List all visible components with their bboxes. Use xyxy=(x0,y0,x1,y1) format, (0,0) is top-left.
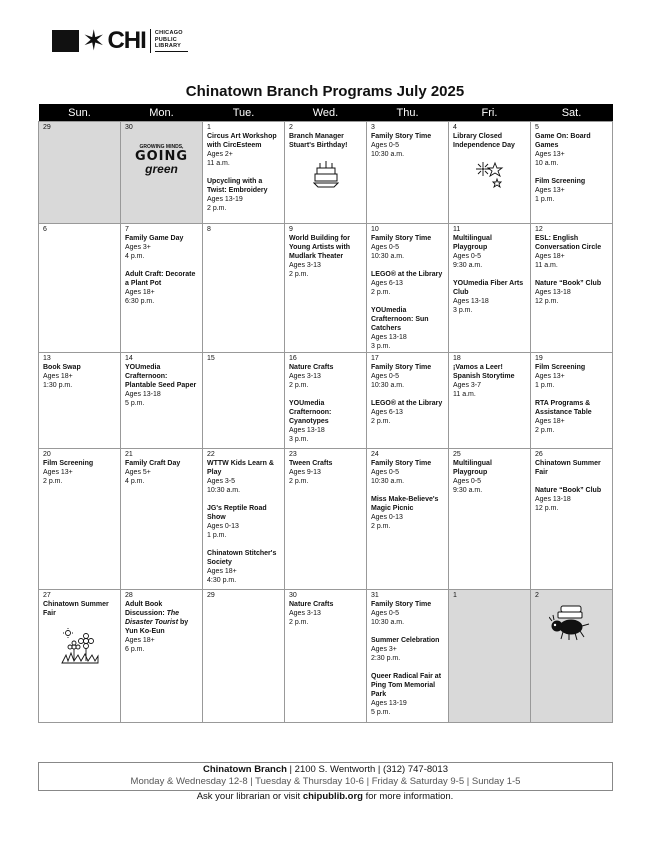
bug-with-books-icon xyxy=(535,604,608,642)
day-number: 27 xyxy=(43,592,51,599)
event: ESL: English Conversation Circle Ages 18+ 11 a.m. xyxy=(535,235,602,269)
week-row xyxy=(39,224,613,353)
event: YOUmedia Fiber Arts Club Ages 13-18 3 p.m. xyxy=(453,280,524,314)
event: Multilingual Playgroup Ages 0-5 9:30 a.m. xyxy=(453,235,492,269)
logo-divider xyxy=(150,29,151,53)
event: Circus Art Workshop with CircEsteem Ages 2+ 11 a.m. xyxy=(207,133,277,167)
event: Nature Crafts Ages 3-13 2 p.m. xyxy=(289,364,334,389)
day-cell xyxy=(367,122,449,224)
branch-info-box xyxy=(38,762,613,791)
day-cell xyxy=(203,449,285,590)
weekday-thu: Thu. xyxy=(367,104,449,122)
day-number: 26 xyxy=(535,451,543,458)
day-cell xyxy=(531,449,613,590)
event: Upcycling with a Twist: Embroidery Ages 13-19 2 p.m. xyxy=(207,178,268,212)
day-number: 29 xyxy=(43,124,51,131)
day-number: 5 xyxy=(535,124,539,131)
day-cell xyxy=(531,353,613,449)
event: Adult Craft: Decorate a Plant Pot Ages 18+ 6:30 p.m. xyxy=(125,271,196,305)
day-number: 11 xyxy=(453,226,461,233)
logo-wordmark: CHICAGO PUBLIC LIBRARY xyxy=(155,30,188,52)
week-row xyxy=(39,122,613,224)
day-cell xyxy=(285,590,367,723)
day-number: 6 xyxy=(43,226,47,233)
event: LEGO® at the Library Ages 6-13 2 p.m. xyxy=(371,400,443,425)
event: Library Closed Independence Day xyxy=(453,133,515,149)
flowers-sun-icon xyxy=(43,627,116,665)
weekday-tue: Tue. xyxy=(203,104,285,122)
event: Family Story Time Ages 0-5 10:30 a.m. xyxy=(371,235,432,260)
day-number: 29 xyxy=(207,592,215,599)
event: Chinatown Stitcher's Society Ages 18+ 4:30 p.m. xyxy=(207,550,277,584)
website-link[interactable]: chipublib.org xyxy=(302,791,363,802)
event: Nature Crafts Ages 3-13 2 p.m. xyxy=(289,601,334,626)
day-number: 15 xyxy=(207,355,215,362)
page-title: Chinatown Branch Programs July 2025 xyxy=(185,83,465,100)
event: Family Story Time Ages 0-5 10:30 a.m. xyxy=(371,601,432,626)
event: Family Story Time Ages 0-5 10:30 a.m. xyxy=(371,364,432,389)
weekday-header-row xyxy=(39,104,613,122)
event: Nature “Book” Club Ages 13-18 12 p.m. xyxy=(535,280,602,305)
calendar-grid xyxy=(38,104,613,723)
day-cell xyxy=(367,449,449,590)
day-number: 14 xyxy=(125,355,133,362)
event: Film Screening Ages 13+ 1 p.m. xyxy=(535,178,586,203)
day-cell xyxy=(121,590,203,723)
day-number: 2 xyxy=(535,592,539,599)
event: Film Screening Ages 13+ 2 p.m. xyxy=(43,460,94,485)
event: Tween Crafts Ages 9-13 2 p.m. xyxy=(289,460,333,485)
event: Family Story Time Ages 0-5 10:30 a.m. xyxy=(371,133,432,158)
day-cell xyxy=(367,590,449,723)
day-number: 9 xyxy=(289,226,293,233)
event: Family Craft Day Ages 5+ 4 p.m. xyxy=(125,460,181,485)
day-number: 21 xyxy=(125,451,133,458)
day-cell xyxy=(121,122,203,224)
logo-chi: CHI xyxy=(107,27,146,54)
growing-minds-going-green-logo: GROWING MINDS, GOING green xyxy=(134,144,189,176)
event: Game On: Board Games Ages 13+ 10 a.m. xyxy=(535,133,591,167)
event: Chinatown Summer Fair xyxy=(535,460,601,476)
day-cell xyxy=(39,353,121,449)
day-cell xyxy=(121,224,203,353)
event: Miss Make-Believe's Magic Picnic Ages 0-13 2 p.m. xyxy=(371,496,439,530)
day-number: 13 xyxy=(43,355,51,362)
day-number: 10 xyxy=(371,226,379,233)
event: LEGO® at the Library Ages 6-13 2 p.m. xyxy=(371,271,443,296)
day-cell xyxy=(449,353,531,449)
branch-address: | 2100 S. Wentworth | (312) 747-8013 xyxy=(286,764,448,775)
event: YOUmedia Crafternoon: Sun Catchers Ages 13-18 3 p.m. xyxy=(371,307,429,350)
event: Film Screening Ages 13+ 1 p.m. xyxy=(535,364,586,389)
event: JG's Reptile Road Show Ages 0-13 1 p.m. xyxy=(207,505,267,539)
week-row xyxy=(39,449,613,590)
weekday-wed: Wed. xyxy=(285,104,367,122)
branch-name: Chinatown Branch xyxy=(203,764,287,775)
day-number: 20 xyxy=(43,451,51,458)
logo-square-icon xyxy=(52,30,79,52)
chicago-public-library-logo xyxy=(52,25,188,56)
day-number: 1 xyxy=(453,592,457,599)
day-cell xyxy=(531,590,613,723)
day-number: 31 xyxy=(371,592,379,599)
day-number: 28 xyxy=(125,592,133,599)
event: ¡Vamos a Leer! Spanish Storytime Ages 3-7 11 a.m. xyxy=(453,364,515,398)
day-cell xyxy=(203,353,285,449)
day-number: 4 xyxy=(453,124,457,131)
day-number: 16 xyxy=(289,355,297,362)
day-cell xyxy=(39,590,121,723)
logo-star-icon: ✶ xyxy=(82,25,106,56)
day-number: 23 xyxy=(289,451,297,458)
weekday-sat: Sat. xyxy=(531,104,613,122)
event: Chinatown Summer Fair xyxy=(43,601,109,617)
day-number: 19 xyxy=(535,355,543,362)
day-cell xyxy=(39,122,121,224)
day-cell xyxy=(203,590,285,723)
day-number: 1 xyxy=(207,124,211,131)
event: World Building for Young Artists with Mudlark Theater Ages 3-13 2 p.m. xyxy=(289,235,351,278)
day-cell xyxy=(39,449,121,590)
day-number: 30 xyxy=(125,124,133,131)
day-cell xyxy=(39,224,121,353)
day-cell xyxy=(531,224,613,353)
event: YOUmedia Crafternoon: Cyanotypes Ages 13-18 3 p.m. xyxy=(289,400,332,443)
event: Summer Celebration Ages 3+ 2:30 p.m. xyxy=(371,637,440,662)
day-cell xyxy=(121,449,203,590)
event: Family Story Time Ages 0-5 10:30 a.m. xyxy=(371,460,432,485)
day-number: 2 xyxy=(289,124,293,131)
event: RTA Programs & Assistance Table Ages 18+ 2 p.m. xyxy=(535,400,592,434)
day-number: 24 xyxy=(371,451,379,458)
day-cell xyxy=(449,224,531,353)
day-number: 12 xyxy=(535,226,543,233)
day-cell xyxy=(531,122,613,224)
day-number: 22 xyxy=(207,451,215,458)
weekday-mon: Mon. xyxy=(121,104,203,122)
day-cell xyxy=(285,449,367,590)
weekday-fri: Fri. xyxy=(449,104,531,122)
day-number: 17 xyxy=(371,355,379,362)
birthday-cake-icon xyxy=(289,159,362,189)
branch-address-line xyxy=(39,764,612,776)
more-info-line: Ask your librarian or visit chipublib.org for more information. xyxy=(196,791,454,802)
day-number: 3 xyxy=(371,124,375,131)
event: YOUmedia Crafternoon: Plantable Seed Paper Ages 13-18 5 p.m. xyxy=(125,364,197,407)
day-cell xyxy=(449,590,531,723)
event: Nature “Book” Club Ages 13-18 12 p.m. xyxy=(535,487,602,512)
day-cell xyxy=(285,122,367,224)
day-cell xyxy=(121,353,203,449)
day-number: 18 xyxy=(453,355,461,362)
event: WTTW Kids Learn & Play Ages 3-5 10:30 a.m. xyxy=(207,460,274,494)
branch-hours: Monday & Wednesday 12-8 | Tuesday & Thursday 10-6 | Friday & Saturday 9-5 | Sunday 1-5 xyxy=(130,776,521,787)
weekday-sun: Sun. xyxy=(39,104,121,122)
week-row xyxy=(39,590,613,723)
day-cell xyxy=(367,224,449,353)
day-number: 25 xyxy=(453,451,461,458)
day-cell xyxy=(449,449,531,590)
event: Adult Book Discussion: The Disaster Tourist by Yun Ko-Eun Ages 18+ 6 p.m. xyxy=(125,601,189,653)
day-cell xyxy=(203,224,285,353)
week-row xyxy=(39,353,613,449)
event: Family Game Day Ages 3+ 4 p.m. xyxy=(125,235,184,260)
day-number: 8 xyxy=(207,226,211,233)
day-number: 7 xyxy=(125,226,129,233)
day-cell xyxy=(285,353,367,449)
event: Multilingual Playgroup Ages 0-5 9:30 a.m. xyxy=(453,460,492,494)
event: Branch Manager Stuart's Birthday! xyxy=(289,133,348,149)
day-cell xyxy=(285,224,367,353)
day-cell xyxy=(449,122,531,224)
event: Book Swap Ages 18+ 1:30 p.m. xyxy=(43,364,81,389)
event: Queer Radical Fair at Ping Tom Memorial Park Ages 13-19 5 p.m. xyxy=(371,673,442,716)
day-cell xyxy=(367,353,449,449)
day-number: 30 xyxy=(289,592,297,599)
fireworks-icon xyxy=(453,159,526,189)
day-cell xyxy=(203,122,285,224)
